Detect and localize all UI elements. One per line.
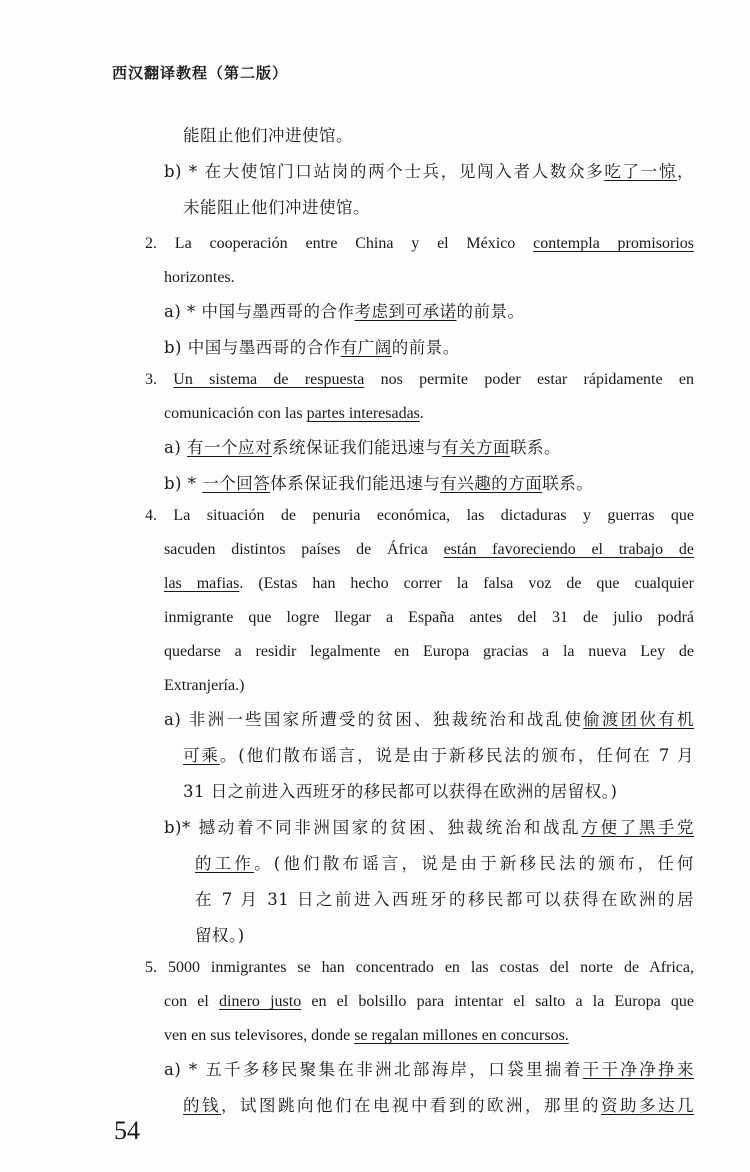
text-line [183,124,353,148]
text-line [164,1058,694,1082]
text-segment: b) 中国与墨西哥的合作 [164,338,341,357]
underlined-phrase: 吃了一惊 [604,162,677,181]
underlined-phrase: 有关方面 [442,438,511,457]
underlined-phrase: contempla promisorios [533,235,694,252]
text-line [164,990,694,1014]
underlined-phrase: 有广阔 [340,338,392,357]
text-line [145,956,694,980]
text-segment: a) 非洲一些国家所遭受的贫困、独裁统治和战乱使 [164,710,584,729]
underlined-phrase: están favoreciendo el trabajo de [443,541,694,558]
text-segment: 能阻止他们冲进使馆。 [183,126,353,145]
text-line [164,1024,569,1048]
underlined-phrase: dinero justo [219,993,302,1010]
underlined-phrase: 可承诺 [405,302,457,321]
text-line [183,196,370,220]
text-segment: a) [164,438,188,457]
text-line [164,640,694,664]
text-line [195,924,245,948]
text-segment: ven en sus televisores, donde [164,1027,355,1044]
text-line [164,708,694,732]
text-segment: con el [164,993,220,1010]
text-segment: 在 7 月 31 日之前进入西班牙的移民都可以获得在欧洲的居 [195,890,694,909]
text-line [183,1094,694,1118]
text-segment: ， [677,162,694,181]
text-segment: . [419,405,424,422]
text-line [145,504,694,528]
underlined-phrase: 的工作 [195,854,255,873]
text-segment: 31 日之前进入西班牙的移民都可以获得在欧洲的居留权。) [183,782,618,801]
text-segment: 。(他们散布谣言，说是由于新移民法的颁布，任何 [254,854,694,873]
text-line [145,232,694,256]
text-segment: nos permite poder estar rápidamente en [364,371,694,388]
text-segment: . (Estas han hecho correr la falsa voz de que cualquier [239,575,694,592]
text-line [195,888,694,912]
text-line [164,160,694,184]
underlined-phrase: se regalan millones en concursos. [354,1027,569,1044]
text-line [164,572,694,596]
text-segment: a) * 中国与墨西哥的合作 [164,302,355,321]
page-number: 54 [114,1116,140,1145]
text-line [164,436,561,460]
text-segment: sacuden distintos países de África [164,541,444,558]
text-segment: horizontes. [164,269,235,286]
text-line [164,266,235,290]
underlined-phrase: las mafias [164,575,240,592]
underlined-phrase: 方便了黑手党 [581,818,694,837]
text-line [164,674,244,698]
underlined-phrase: 干干净净挣来 [582,1060,694,1079]
text-segment: 5. 5000 inmigrantes se han concentrado en las costas del norte de Africa, [145,959,694,976]
text-segment: 联系。 [510,438,562,457]
underlined-phrase: 考虑到 [354,302,406,321]
text-segment: 4. La situación de penuria económica, las dictaduras y guerras que [145,507,694,524]
text-segment: 系统保证我们能迅速与 [272,438,443,457]
text-line [164,336,460,360]
running-header: 西汉翻译教程（第二版） [112,64,289,82]
text-segment: 2. La cooperación entre China y el México [145,235,534,252]
text-line [164,402,424,426]
text-segment: Extranjería.) [164,677,245,694]
text-line [164,472,593,496]
text-segment: 的前景。 [391,338,460,357]
text-segment: en el bolsillo para intentar el salto a la Europa que [301,993,694,1010]
text-segment: b) * 在大使馆门口站岗的两个士兵，见闯入者人数众多 [164,162,605,181]
text-segment: inmigrante que logre llegar a España antes del 31 de julio podrá [164,609,694,626]
text-segment: 未能阻止他们冲进使馆。 [183,198,370,217]
text-line [164,606,694,630]
text-segment: 留权。) [195,926,245,945]
text-line [164,816,694,840]
text-segment: quedarse a residir legalmente en Europa gracias a la nueva Ley de [164,643,694,660]
text-line [183,780,617,804]
text-segment: b) * [164,474,203,493]
text-line [145,368,694,392]
underlined-phrase: 可乘 [183,746,220,765]
underlined-phrase: 有兴趣的方面 [440,474,543,493]
text-line [183,744,694,768]
underlined-phrase: 一个回答 [202,474,271,493]
underlined-phrase: partes interesadas [306,405,420,422]
text-line [164,538,694,562]
underlined-phrase: 偷渡团伙有机 [583,710,694,729]
text-segment: 联系。 [542,474,594,493]
text-line [195,852,694,876]
underlined-phrase: Un sistema de respuesta [173,371,365,388]
underlined-phrase: 有一个应对 [187,438,273,457]
underlined-phrase: 资助多达几 [601,1096,694,1115]
text-segment: a) * 五千多移民聚集在非洲北部海岸，口袋里揣着 [164,1060,583,1079]
text-segment: ，试图跳向他们在电视中看到的欧洲，那里的 [221,1096,601,1115]
text-segment: 。(他们散布谣言，说是由于新移民法的颁布，任何在 7 月 [219,746,694,765]
underlined-phrase: 的钱 [183,1096,221,1115]
text-segment: 3. [145,371,174,388]
text-segment: 的前景。 [456,302,525,321]
text-segment: 体系保证我们能迅速与 [270,474,441,493]
text-line [164,300,525,324]
text-segment: b)* 撼动着不同非洲国家的贫困、独裁统治和战乱 [164,818,582,837]
text-segment: comunicación con las [164,405,307,422]
